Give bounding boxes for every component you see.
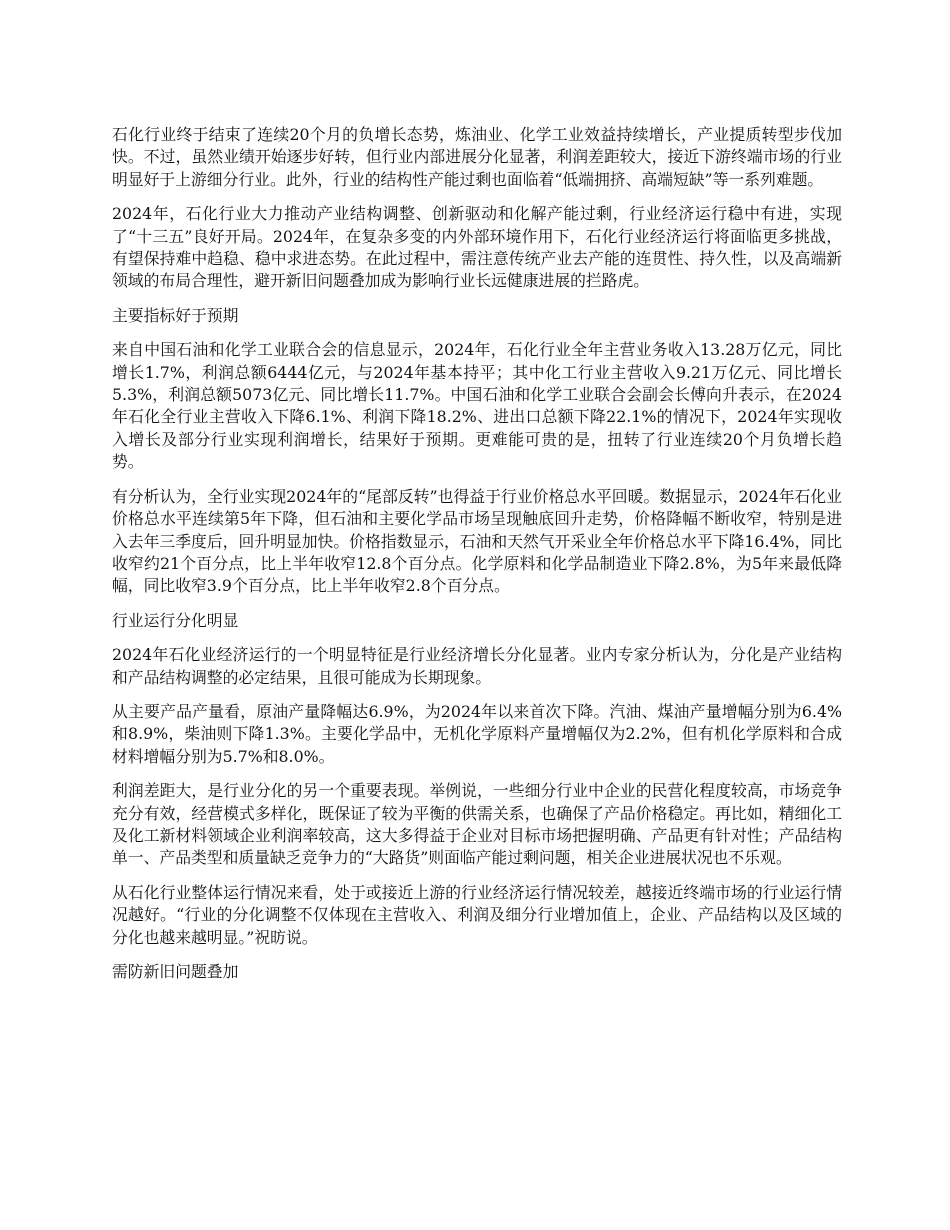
divergence-paragraph: 2024年石化业经济运行的一个明显特征是行业经济增长分化显著。业内专家分析认为，分化是产业结构和产品结构调整的必定结果，且很可能成为长期现象。 [112, 645, 842, 687]
section-heading-divergence: 行业运行分化明显 [112, 610, 239, 630]
section-heading-risks: 需防新旧问题叠加 [112, 962, 239, 981]
section-heading-indicators: 主要指标好于预期 [112, 305, 239, 325]
profit-gap-paragraph: 利润差距大，是行业分化的另一个重要表现。举例说，一些细分行业中企业的民营化程度较高，市场竞争充分有效，经营模式多样化，既保证了较为平衡的供需关系，也确保了产品价格稳定。再比如，精细化工及化工新材料领域企业利润率较高，这大多得益于企业对目标市场把握明确、产品更有针对性；产品结构单一、产品类型和质量缺乏竞争力的“大路货”则面临产能过剩问题，相关企业进展状况也不乐观。 [112, 781, 842, 868]
intro-paragraph: 石化行业终于结束了连续20个月的负增长态势，炼油业、化学工业效益持续增长，产业提质转型步伐加快。不过，虽然业绩开始逐步好转，但行业内部进展分化显著，利润差距较大，接近下游终端市场的行业明显好于上游细分行业。此外，行业的结构性产能过剩也面临着“低端拥挤、高端短缺”等一系列难题。 [112, 125, 842, 189]
price-paragraph: 有分析认为，全行业实现2024年的“尾部反转”也得益于行业价格总水平回暖。数据显示，2024年石化业价格总水平连续第5年下降，但石油和主要化学品市场呈现触底回升走势，价格降幅不断收窄，特别是进入去年三季度后，回升明显加快。价格指数显示，石油和天然气开采业全年价格总水平下降16.4%，同比收窄约21个百分点，比上半年收窄12.8个百分点。化学原料和化学品制造业下降2.8%，为5年来最低降幅，同比收窄3.9个百分点，比上半年收窄2.8个百分点。 [112, 486, 842, 596]
output-paragraph: 从主要产品产量看，原油产量降幅达6.9%，为2024年以来首次下降。汽油、煤油产量增幅分别为6.4%和8.9%，柴油则下降1.3%。主要化学品中，无机化学原料产量增幅仅为2.2%，但有机化学原料和合成材料增幅分别为5.7%和8.0%。 [112, 701, 842, 766]
indicators-paragraph: 来自中国石油和化学工业联合会的信息显示，2024年，石化行业全年主营业务收入13.28万亿元，同比增长1.7%，利润总额6444亿元，与2024年基本持平；其中化工行业主营收入9.21万亿元、同比增长5.3%，利润总额5073亿元、同比增长11.7%。中国石油和化学工业联合会副会长傅向升表示，在2024年石化全行业主营收入下降6.1%、利润下降18.2%、进出口总额下降22.1%的情况下，2024年实现收入增长及部分行业实现利润增长，结果好于预期。更难能可贵的是，扭转了行业连续20个月负增长趋势。 [112, 340, 842, 472]
overall-paragraph: 从石化行业整体运行情况来看，处于或接近上游的行业经济运行情况较差，越接近终端市场的行业运行情况越好。“行业的分化调整不仅体现在主营收入、利润及细分行业增加值上，企业、产品结构以及区域的分化也越来越明显。”祝昉说。 [112, 882, 842, 947]
article-body [112, 124, 842, 995]
outlook-paragraph: 2024年，石化行业大力推动产业结构调整、创新驱动和化解产能过剩，行业经济运行稳中有进，实现了“十三五”良好开局。2024年，在复杂多变的内外部环境作用下，石化行业经济运行将面临更多挑战，有望保持难中趋稳、稳中求进态势。在此过程中，需注意传统产业去产能的连贯性、持久性，以及高端新领域的布局合理性，避开新旧问题叠加成为影响行业长远健康进展的拦路虎。 [112, 204, 842, 291]
